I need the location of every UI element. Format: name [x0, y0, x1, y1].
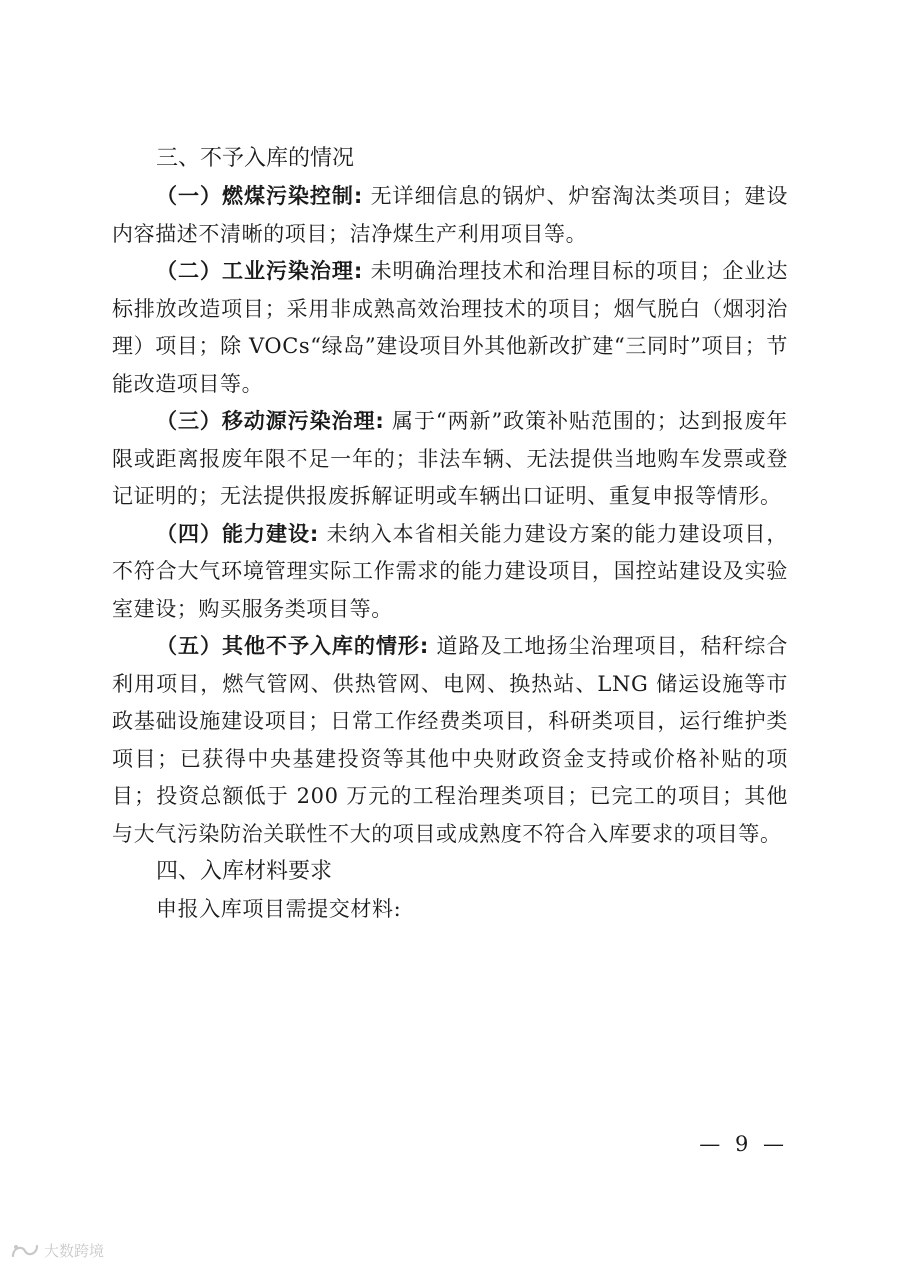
item-2-paragraph [112, 253, 788, 403]
item-5-paragraph [112, 628, 788, 853]
item-4-text: 未纳入本省相关能力建设方案的能力建设项目，不符合大气环境管理实际工作需求的能力建设项目，国控站建设及实验室建设；购买服务类项目等。 [112, 521, 789, 621]
document-body [112, 140, 788, 929]
page-number: — 9 — [699, 1132, 788, 1156]
item-3-paragraph [112, 403, 788, 516]
section-4-intro: 申报入库项目需提交材料: [156, 897, 402, 921]
watermark [10, 1240, 104, 1261]
section-4-heading: 四、入库材料要求 [156, 859, 333, 884]
item-5-text: 道路及工地扬尘治理项目，秸秆综合利用项目，燃气管网、供热管网、电网、换热站、LNG 储运设施等市政基础设施建设项目；日常工作经费类项目，科研类项目，运行维护类项目；已获得中央基建投资等其他中央财政资金支持或价格补贴的项目；投资总额低于 200 万元的工程治理类项目；已完工的项目；其他与大气污染防治关联性不大的项目或成熟度不符合入库要求的项目等。 [112, 634, 789, 846]
section-3-heading: 三、不予入库的情况 [156, 146, 355, 171]
item-2-text: 未明确治理技术和治理目标的项目；企业达标排放改造项目；采用非成熟高效治理技术的项目；烟气脱白（烟羽治理）项目；除 VOCs“绿岛”建设项目外其他新改扩建“三同时”项目；节能改造项目等。 [112, 259, 788, 396]
item-4-lead: （四）能力建设: [156, 521, 319, 546]
item-2-lead: （二）工业污染治理: [156, 259, 363, 283]
item-4-paragraph [112, 516, 788, 629]
item-3-text: 属于“两新”政策补贴范围的；达到报废年限或距离报废年限不足一年的；非法车辆、无法提供当地购车发票或登记证明的；无法提供报废拆解证明或车辆出口证明、重复申报等情形。 [112, 409, 789, 508]
item-3-lead: （三）移动源污染治理: [156, 409, 385, 433]
item-5-lead: （五）其他不予入库的情形: [156, 634, 429, 658]
item-1-lead: （一）燃煤污染控制: [156, 184, 363, 208]
logo-mark-icon [10, 1242, 40, 1260]
item-1-paragraph [112, 178, 788, 253]
item-1-text: 无详细信息的锅炉、炉窑淘汰类项目；建设内容描述不清晰的项目；洁净煤生产利用项目等。 [112, 184, 788, 246]
watermark-text: 大数跨境 [44, 1242, 105, 1260]
